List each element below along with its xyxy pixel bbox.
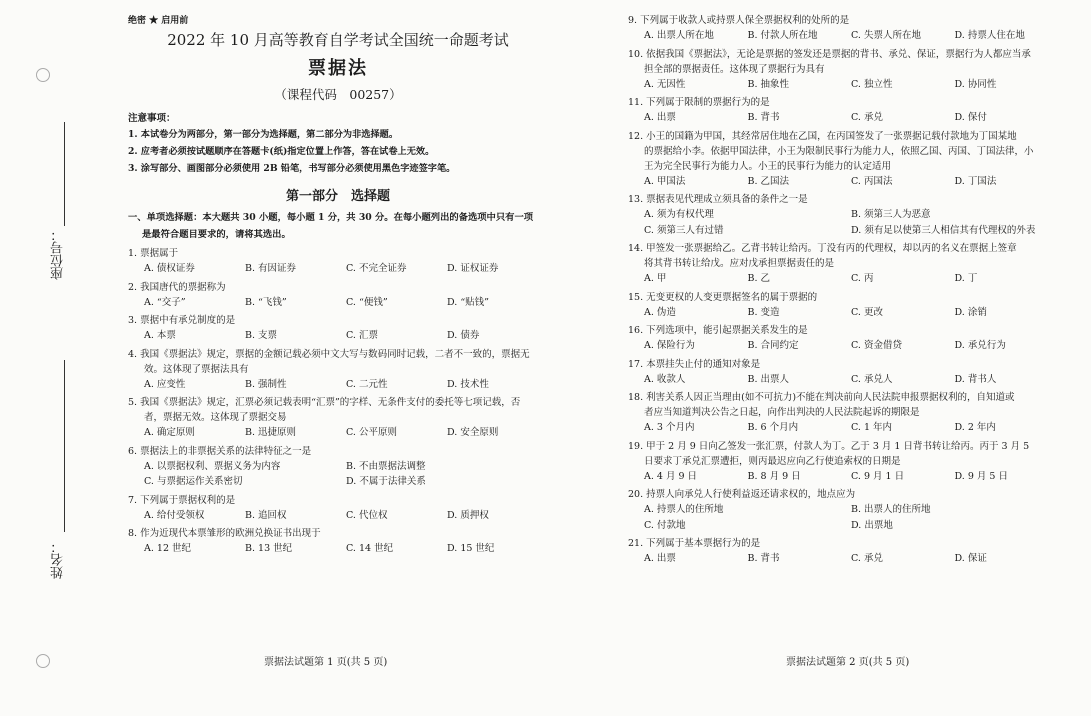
question [128,313,548,344]
answer-option: D. 须有足以使第三人相信其有代理权的外表 [851,224,1036,236]
option-row [128,508,548,524]
answer-option: C. 资金借贷 [851,340,902,351]
answer-option: C. 1 年内 [851,422,893,433]
answer-option: C. 与票据运作关系密切 [144,476,243,487]
option-row [128,377,548,393]
question [628,390,1058,436]
answer-option: B. 13 世纪 [245,543,293,554]
question-stem: 13. 票据表见代理成立须具备的条件之一是 [628,194,808,205]
option-row [628,28,1058,44]
name-line-top [64,360,65,532]
question-stem: 12. 小王的国籍为甲国，其经常居住地在乙国，在丙国签发了一张票据记载付款地为丁国某地 [628,130,1017,142]
answer-option: B. 强制性 [245,378,287,390]
answer-option: C. 须第三人有过错 [644,224,724,236]
answer-option: D. 债券 [447,330,480,341]
answer-option: D. 协同性 [954,78,997,90]
question [628,192,1058,238]
answer-option: B. 追回权 [245,509,287,521]
answer-option: B. 不由票据法调整 [346,460,426,472]
answer-option: C. 独立性 [851,78,893,90]
answer-option: A. 甲 [644,273,667,284]
question [128,493,548,524]
question-stem: 17. 本票挂失止付的通知对象是 [628,358,761,370]
section-line: 一、单项选择题：本大题共 30 小题，每小题 1 分，共 30 分。在每小题列出的备选项中只有一项 [128,212,534,223]
answer-option: A. 出票 [644,112,676,123]
answer-option: A. 收款人 [644,373,686,385]
option-row [628,207,1058,238]
answer-option: C. 承兑人 [851,373,893,385]
answer-option: C. 失票人所在地 [851,30,921,41]
answer-option: D. 涂销 [954,306,987,318]
seat-line-top [64,122,65,226]
answer-option: A. 债权证券 [144,263,195,274]
page-2 [628,10,1058,567]
question [628,290,1058,321]
option-row [628,551,1058,567]
option-row [628,305,1058,321]
question-stem: 9. 下列属于收款人或持票人保全票据权利的处所的是 [628,15,850,26]
option-row [628,338,1058,354]
answer-option: B. 合同约定 [747,340,799,351]
question [628,95,1058,126]
answer-option: D. 安全原则 [447,427,499,438]
answer-option: C. 公平原则 [346,427,397,438]
question [628,13,1058,44]
answer-option: B. 变造 [747,306,780,318]
answer-option: C. 更改 [851,306,883,318]
option-row [628,174,1058,190]
question-list-right [628,13,1058,567]
answer-option: C. 承兑 [851,112,883,123]
option-row [628,502,1058,533]
answer-option: B. 付款人所在地 [747,30,818,41]
answer-option: A. 3 个月内 [644,422,695,433]
question-stem: 效。这体现了票据法具有 [144,363,249,375]
answer-option: B. 出票人 [747,373,790,385]
question-stem: 4. 我国《票据法》规定，票据的金额记载必须中文大写与数码同时记载，二者不一致的，票据无 [128,348,530,360]
answer-option: C. 9 月 1 日 [851,470,905,482]
answer-option: C. 付款地 [644,519,686,531]
binding-margin [0,0,110,716]
answer-option: D. 保付 [954,112,987,123]
answer-option: B. 出票人的住所地 [851,504,931,515]
answer-option: B. 有因证券 [245,263,297,274]
question [628,536,1058,567]
answer-option: D. 背书人 [954,373,997,385]
question-stem: 日要求丁承兑汇票遭拒，则丙最迟应向乙行使追索权的日期是 [644,455,901,467]
question-stem: 11. 下列属于限制的票据行为的是 [628,97,770,108]
answer-option: A. “交子” [144,296,186,308]
answer-option: B. 乙 [747,273,771,284]
exam-title: 2022 年 10 月高等教育自学考试全国统一命题考试 [167,31,509,49]
answer-option: D. 丁国法 [954,175,997,187]
question-stem: 3. 票据中有承兑制度的是 [128,315,236,326]
section-line: 是最符合题目要求的，请将其选出。 [142,229,291,240]
answer-option: D. 9 月 5 日 [954,470,1008,482]
question-stem: 6. 票据法上的非票据关系的法律特征之一是 [128,445,312,457]
question [628,241,1058,287]
binding-hole [36,68,50,82]
page-1 [128,14,548,557]
answer-option: D. 质押权 [447,509,489,521]
confidential-mark: 绝密 ★ 启用前 [128,16,189,26]
answer-option: C. 丙 [851,273,874,284]
answer-option: D. 技术性 [447,378,489,390]
subject-title: 票据法 [308,58,368,79]
question [628,439,1058,485]
answer-option: B. 乙国法 [747,175,790,187]
question-stem: 21. 下列属于基本票据行为的是 [628,538,761,549]
question [128,347,548,393]
notes-title: 注意事项： [128,113,176,124]
answer-option: B. 抽象性 [747,78,790,90]
answer-option: C. 不完全证券 [346,263,407,274]
answer-option: A. 甲国法 [644,175,686,187]
answer-option: A. 伪造 [644,306,676,318]
answer-option: D. 2 年内 [954,422,996,433]
name-label: 姓名： [51,540,66,579]
answer-option: D. 丁 [954,273,978,284]
question-stem: 1. 票据属于 [128,248,179,259]
question-stem: 2. 我国唐代的票据称为 [128,281,226,293]
question-stem: 10. 依据我国《票据法》，无论是票据的签发还是票据的背书、承兑、保证，票据行为人都应当承 [628,48,1031,60]
answer-option: A. 12 世纪 [144,543,192,554]
question-stem: 者应当知道判决公告之日起，向作出判决的人民法院起诉的期限是 [644,407,920,418]
question [628,47,1058,93]
answer-option: A. 保险行为 [644,340,695,351]
answer-option: D. 承兑行为 [954,340,1006,351]
question [628,357,1058,388]
answer-option: B. 须第三人为恶意 [851,209,931,220]
question-stem: 者，票据无效。这体现了票据交易 [144,412,287,423]
question-stem: 将其背书转让给戊。应对戊承担票据责任的是 [644,258,835,269]
question-stem: 18. 利害关系人因正当理由(如不可抗力)不能在判决前向人民法院申报票据权利的，自知道或 [628,392,1015,403]
question [128,395,548,441]
answer-option: B. 支票 [245,330,278,341]
answer-option: D. “贴钱” [447,296,490,308]
answer-option: C. 承兑 [851,553,883,564]
binding-hole [36,654,50,668]
question-stem: 8. 作为近现代本票雏形的欧洲兑换证书出现于 [128,528,321,539]
question [128,526,548,557]
option-row [628,110,1058,126]
question [628,129,1058,190]
answer-option: A. 无因性 [644,78,686,90]
answer-option: A. 本票 [144,330,176,341]
course-code: （课程代码 00257） [274,87,402,102]
option-row [628,271,1058,287]
answer-option: A. 以票据权利、票据义务为内容 [144,460,281,472]
answer-option: B. “飞钱” [245,296,287,308]
page-footer: 票据法试题第 1 页(共 5 页) [264,657,388,668]
answer-option: D. 持票人住在地 [954,30,1025,41]
question-stem: 王为完全民事行为能力人。小王的民事行为能力的认定适用 [644,160,892,172]
question-stem: 5. 我国《票据法》规定，汇票必须记载表明“汇票”的字样、无条件支付的委托等七项记载，否 [128,397,521,408]
answer-option: C. “便钱” [346,296,388,308]
seat-number-label: 座位号： [51,228,66,280]
question-list-left [128,246,548,557]
question [128,246,548,277]
answer-option: A. 出票 [644,553,676,564]
note-item: 1. 本试卷分为两部分，第一部分为选择题，第二部分为非选择题。 [128,129,399,140]
answer-option: A. 出票人所在地 [644,30,714,41]
answer-option: C. 代位权 [346,509,388,521]
answer-option: B. 8 月 9 日 [747,470,801,482]
question-stem: 19. 甲于 2 月 9 日向乙签发一张汇票，付款人为丁。乙于 3 月 1 日背书转让给丙。丙于 3 月 5 [628,440,1030,452]
option-row [628,372,1058,388]
option-row [128,328,548,344]
answer-option: B. 6 个月内 [747,422,799,433]
option-row [628,469,1058,485]
part-title: 第一部分 选择题 [285,189,390,204]
question-stem: 14. 甲签发一张票据给乙。乙背书转让给丙。丁没有丙的代理权，却以丙的名义在票据上签章 [628,243,1017,254]
question [128,444,548,490]
question-stem: 16. 下列选项中，能引起票据关系发生的是 [628,325,808,336]
option-row [128,261,548,277]
question-stem: 7. 下列属于票据权利的是 [128,494,236,506]
answer-option: D. 证权证券 [447,263,499,274]
note-item: 3. 涂写部分、画图部分必须使用 2B 铅笔，书写部分必须使用黑色字迹签字笔。 [128,163,456,174]
option-row [628,420,1058,436]
page-footer: 票据法试题第 2 页(共 5 页) [786,657,910,668]
answer-option: B. 迅捷原则 [245,427,297,438]
option-row [128,541,548,557]
answer-option: C. 二元性 [346,378,388,390]
answer-option: D. 保证 [954,553,987,564]
answer-option: C. 14 世纪 [346,543,394,554]
question [128,280,548,311]
question-stem: 的票据给小李。依据甲国法律，小王为限制民事行为能力人，依照乙国、丙国、丁国法律，小 [644,145,1034,157]
answer-option: A. 应变性 [144,378,186,390]
answer-option: A. 给付受领权 [144,509,205,521]
section-instructions [128,209,548,243]
option-row [128,425,548,441]
note-item: 2. 应考者必须按试题顺序在答题卡(纸)指定位置上作答，答在试卷上无效。 [128,146,435,157]
answer-option: C. 丙国法 [851,175,893,187]
question [628,487,1058,533]
option-row [628,77,1058,93]
answer-option: B. 背书 [747,112,780,123]
option-row [128,459,548,490]
answer-option: D. 出票地 [851,519,893,531]
answer-option: A. 须为有权代理 [644,209,714,220]
answer-option: C. 汇票 [346,330,378,341]
answer-option: B. 背书 [747,553,780,564]
answer-option: A. 4 月 9 日 [644,470,698,482]
answer-option: A. 确定原则 [144,427,195,438]
question-stem: 15. 无变更权的人变更票据签名的属于票据的 [628,291,818,303]
option-row [128,295,548,311]
question [628,323,1058,354]
answer-option: A. 持票人的住所地 [644,504,724,515]
question-stem: 20. 持票人向承兑人行使利益返还请求权的，地点应为 [628,489,856,500]
answer-option: D. 15 世纪 [447,543,495,554]
question-stem: 担全部的票据责任。这体现了票据行为具有 [644,63,825,75]
answer-option: D. 不属于法律关系 [346,476,426,487]
